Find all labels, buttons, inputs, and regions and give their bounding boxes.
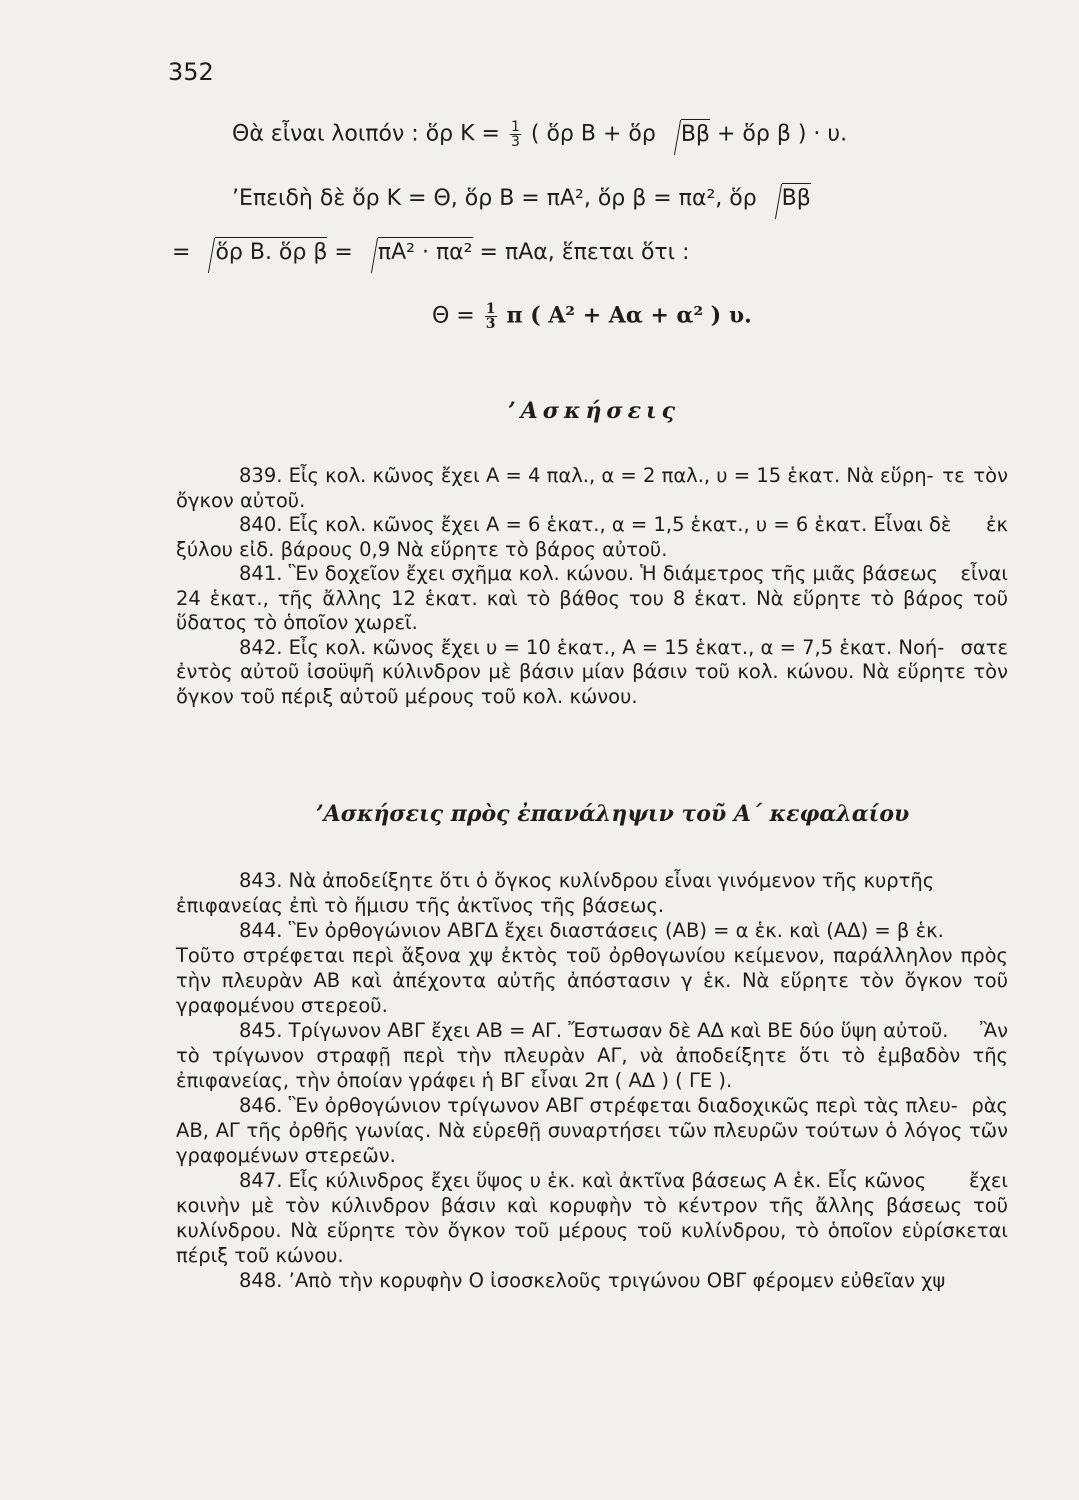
fraction: $\frac{1}{3}$	[510, 119, 520, 150]
exercise-item: 847. Εἶς κύλινδρος ἔχει ὕψος υ ἑκ. καὶ ἀκτῖνα βάσεως Α ἑκ. Εἶς κῶνος ἔχει κοινὴν μὲ τὸν κύλινδρον βάσιν καὶ κορυφὴν τὸ κέντρον τῆς ἄλλης βάσεως τοῦ κυλίνδρου. Νὰ εὕρητε τὸν ὄγκον τοῦ μέρους τοῦ κυλίνδρου, τὸ ὁποῖον εὑρίσκεται πέριξ τοῦ κώνου.	[176, 1169, 1008, 1267]
exercise-item: 842. Εἶς κολ. κῶνος ἔχει υ = 10 ἑκατ., Α = 15 ἑκατ., α = 7,5 ἑκατ. Νοή- σατε ἐντὸς αὐτοῦ ἰσοϋψῆ κύλινδρον μὲ βάσιν μίαν βάσιν τοῦ κολ. κώνου. Νὰ εὕρητε τὸν ὄγκον τοῦ πέριξ αὐτοῦ μέρους τοῦ κολ. κώνου.	[176, 635, 1008, 708]
formula-line-3	[172, 240, 690, 265]
exercise-item: 845. Τρίγωνον ΑΒΓ ἔχει ΑΒ = ΑΓ. Ἔστωσαν δὲ ΑΔ καὶ ΒΕ δύο ὕψη αὐτοῦ. Ἂν τὸ τρίγωνον στραφῇ περὶ τὴν πλευρὰν ΑΓ, νὰ ἀποδείξητε ὅτι τὸ ἐμβαδὸν τῆς ἐπιφανείας, τὴν ὁποίαν γράφει ἡ ΒΓ εἶναι 2π ( ΑΔ ) ( ΓΕ ).	[176, 1019, 1008, 1092]
formula-line-4	[432, 302, 752, 331]
fraction: $\frac{1}{3}$	[485, 301, 496, 332]
formula-text: ’Επειδὴ δὲ ὅρ Κ = Θ, ὅρ Β = πΑ², ὅρ β = πα², ὅρ	[232, 186, 757, 211]
exercise-item: 841. Ἓν δοχεῖον ἔχει σχῆμα κολ. κώνου. Ἡ διάμετρος τῆς μιᾶς βάσεως εἶναι 24 ἑκατ., τῆς ἄλλης 12 ἑκατ. καὶ τὸ βάθος του 8 ἑκατ. Νὰ εὕρητε τὸ βάρος τοῦ ὕδατος τὸ ὁποῖον χωρεῖ.	[176, 562, 1008, 634]
formula-text: =	[172, 240, 191, 265]
square-root: Ββ	[768, 186, 811, 211]
formula-text: = πΑα, ἕπεται ὅτι :	[479, 240, 690, 265]
page-number: 352	[168, 58, 214, 86]
formula-text: ( ὅρ Β + ὅρ	[530, 121, 656, 147]
exercise-item: 848. ’Απὸ τὴν κορυφὴν Ο ἰσοσκελοῦς τριγώνου ΟΒΓ φέρομεν εὐθεῖαν χψ	[239, 1269, 946, 1292]
formula-text: π ( Α² + Αα + α² ) υ.	[506, 302, 752, 329]
exercise-item: 839. Εἶς κολ. κῶνος ἔχει Α = 4 παλ., α = 2 παλ., υ = 15 ἑκατ. Νὰ εὕρη- τε τὸν ὄγκον αὐτοῦ.	[176, 464, 1008, 512]
exercise-item: 840. Εἶς κολ. κῶνος ἔχει Α = 6 ἑκατ., α = 1,5 ἑκατ., υ = 6 ἑκατ. Εἶναι δὲ ἐκ ξύλου εἰδ. βάρους 0,9 Νὰ εὕρητε τὸ βάρος αὐτοῦ.	[176, 513, 1008, 561]
formula-line-1	[232, 120, 847, 149]
exercise-item: 844. Ἓν ὀρθογώνιον ΑΒΓΔ ἔχει διαστάσεις (ΑΒ) = α ἑκ. καὶ (ΑΔ) = β ἑκ. Τοῦτο στρέφεται περὶ ἄξονα χψ ἐκτὸς τοῦ ὀρθογωνίου κείμενον, παράλληλον πρὸς τὴν πλευρὰν ΑΒ καὶ ἀπέχοντα αὐτῆς ἀπόστασιν γ ἑκ. Νὰ εὕρητε τὸν ὄγκον τοῦ γραφομένου στερεοῦ.	[176, 919, 1008, 1017]
formula-text: + ὅρ β ) · υ.	[716, 121, 848, 147]
square-root: πΑ² · πα²	[364, 240, 473, 265]
exercise-item: 843. Νὰ ἀποδείξητε ὅτι ὁ ὄγκος κυλίνδρου εἶναι γινόμενον τῆς κυρτῆς ἐπιφανείας ἐπὶ τὸ ἥμισυ τῆς ἀκτῖνος τῆς βάσεως.	[176, 869, 935, 917]
exercise-item: 846. Ἓν ὀρθογώνιον τρίγωνον ΑΒΓ στρέφεται διαδοχικῶς περὶ τὰς πλευ- ρὰς ΑΒ, ΑΓ τῆς ὀρθῆς γωνίας. Νὰ εὑρεθῇ συναρτήσει τῶν πλευρῶν τούτων ὁ λόγος τῶν γραφομένων στερεῶν.	[176, 1094, 1008, 1167]
section-heading: ’Ασκήσεις πρὸς ἐπανάληψιν τοῦ Α΄ κεφαλαίου	[316, 801, 910, 827]
formula-text: Θ =	[432, 303, 475, 329]
formula-text: Θὰ εἶναι λοιπόν : ὅρ Κ =	[232, 121, 500, 147]
square-root: Ββ	[667, 122, 710, 147]
exercise-list	[176, 464, 1008, 709]
section-heading: ’Ασκήσεις	[508, 398, 681, 424]
exercise-list	[176, 868, 1008, 1293]
square-root: ὅρ Β. ὅρ β	[201, 240, 327, 265]
formula-text: =	[334, 240, 353, 265]
formula-line-2	[232, 186, 811, 211]
